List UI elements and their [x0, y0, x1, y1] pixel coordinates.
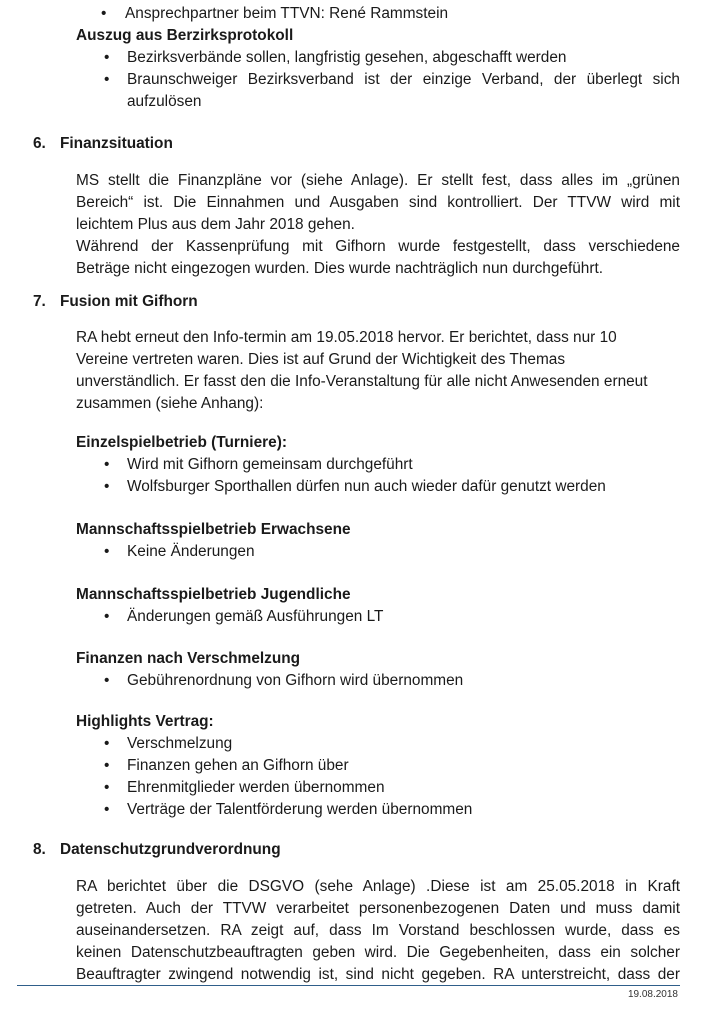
paragraph-line: Beauftragter zwingend notwendig ist, sind nicht gegeben. RA unterstreicht, dass der — [76, 966, 680, 983]
list-item: • Finanzen gehen an Gifhorn über — [0, 755, 680, 777]
paragraph-line: Bereich“ ist. Die Einnahmen und Ausgaben sind kontrolliert. Der TTVW wird mit — [76, 194, 680, 211]
paragraph-line: MS stellt die Finanzpläne vor (siehe Anlage). Er stellt fest, dass alles im „grünen — [76, 172, 680, 189]
paragraph-line: auseinandersetzen. RA zeigt auf, dass Im Vorstand beschlossen wurde, dass es — [76, 922, 680, 939]
list-item: • Verschmelzung — [0, 733, 680, 755]
paragraph-line: RA hebt erneut den Info-termin am 19.05.2018 hervor. Er berichtet, dass nur 10 — [76, 329, 617, 346]
section-6-paragraph — [0, 170, 680, 280]
list-item: • Wird mit Gifhorn gemeinsam durchgeführt — [0, 454, 680, 476]
paragraph-line: getreten. Auch der TTVW verarbeitet personenbezogenen Daten und muss damit — [76, 900, 680, 917]
bullet-ansprechpartner: • Ansprechpartner beim TTVN: René Rammstein — [0, 3, 680, 25]
paragraph-line: keinen Datenschutzbeauftragten geben wird. Die Gegebenheiten, dass ein solcher — [76, 944, 680, 961]
group-erwachsene — [0, 519, 704, 563]
paragraph-line: RA berichtet über die DSGVO (sehe Anlage) .Diese ist am 25.05.2018 in Kraft — [76, 878, 680, 895]
group-einzelspielbetrieb — [0, 432, 704, 498]
section-8-paragraph — [0, 876, 680, 986]
section-title: Datenschutzgrundverordnung — [60, 841, 281, 858]
footer-divider — [17, 985, 680, 986]
section-number: 7. — [33, 293, 46, 310]
paragraph-line: zusammen (siehe Anhang): — [76, 395, 264, 412]
section-title: Fusion mit Gifhorn — [60, 293, 198, 310]
group-highlights — [0, 711, 704, 821]
list-item: • Wolfsburger Sporthallen dürfen nun auch wieder dafür genutzt werden — [0, 476, 680, 498]
paragraph-line: Beträge nicht eingezogen wurden. Dies wurde nachträglich nun durchgeführt. — [76, 260, 604, 277]
group-heading: Mannschaftsspielbetrieb Erwachsene — [76, 521, 351, 538]
section-6-heading — [0, 133, 680, 155]
group-finanzen — [0, 648, 704, 692]
section-7-heading — [0, 291, 680, 313]
section-number: 8. — [33, 841, 46, 858]
group-jugendliche — [0, 584, 704, 628]
paragraph-line: unverständlich. Er fasst den die Info-Veranstaltung für alle nicht Anwesenden erneut — [76, 373, 648, 390]
paragraph-line: leichtem Plus aus dem Jahr 2018 gehen. — [76, 216, 355, 233]
group-heading: Einzelspielbetrieb (Turniere): — [76, 434, 287, 451]
group-heading: Highlights Vertrag: — [76, 713, 214, 730]
bullet-bezirk-1: • Bezirksverbände sollen, langfristig gesehen, abgeschafft werden — [0, 47, 680, 69]
group-heading: Mannschaftsspielbetrieb Jugendliche — [76, 586, 351, 603]
paragraph-line: Während der Kassenprüfung mit Gifhorn wurde festgestellt, dass verschiedene — [76, 238, 680, 255]
list-item: • Verträge der Talentförderung werden übernommen — [0, 799, 680, 821]
list-item: • Keine Änderungen — [0, 541, 680, 563]
top-block — [0, 3, 704, 113]
bullet-bezirk-2-line1: • Braunschweiger Bezirksverband ist der einzige Verband, der überlegt sich — [127, 71, 680, 88]
paragraph-line: Vereine vertreten waren. Dies ist auf Grund der Wichtigkeit des Themas — [76, 351, 566, 368]
list-item: • Gebührenordnung von Gifhorn wird übernommen — [0, 670, 680, 692]
list-item: • Ehrenmitglieder werden übernommen — [0, 777, 680, 799]
footer-date: 19.08.2018 — [627, 989, 678, 1000]
section-8-heading — [0, 839, 680, 861]
section-7-paragraph — [0, 327, 680, 415]
bullet-bezirk-2-line2: aufzulösen — [127, 93, 202, 110]
list-item: • Änderungen gemäß Ausführungen LT — [0, 606, 680, 628]
section-number: 6. — [33, 135, 46, 152]
section-title: Finanzsituation — [60, 135, 173, 152]
subheading-auszug: Auszug aus Berzirksprotokoll — [76, 27, 294, 44]
bullet-bezirk-2 — [0, 69, 680, 113]
group-heading: Finanzen nach Verschmelzung — [76, 650, 301, 667]
